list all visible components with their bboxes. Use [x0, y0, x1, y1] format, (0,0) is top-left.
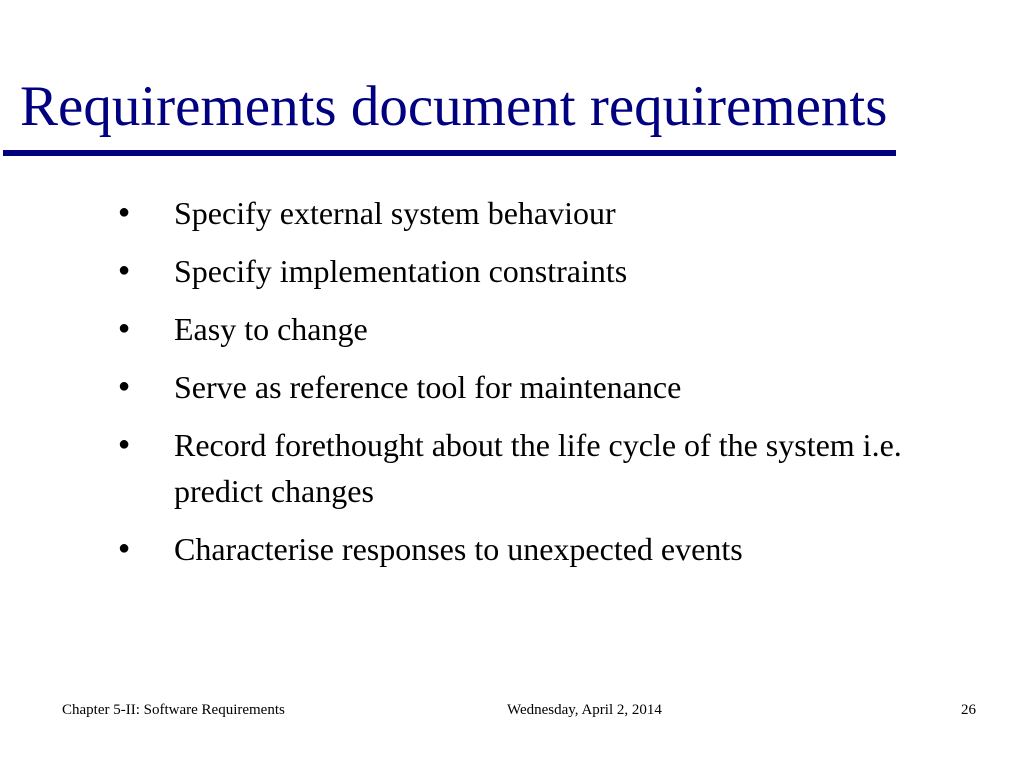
bullet-icon: ●	[118, 201, 131, 223]
bullet-icon: ●	[118, 433, 131, 455]
list-item	[118, 422, 918, 514]
list-item	[118, 190, 918, 236]
bullet-text: Specify external system behaviour	[174, 195, 616, 231]
title-underline	[3, 150, 896, 156]
page-number: 26	[961, 702, 976, 718]
list-item	[118, 526, 918, 572]
bullet-icon: ●	[118, 317, 131, 339]
bullet-icon: ●	[118, 259, 131, 281]
list-item	[118, 248, 918, 294]
list-item	[118, 306, 918, 352]
bullet-text: Serve as reference tool for maintenance	[174, 369, 682, 405]
bullet-list	[118, 190, 918, 584]
bullet-text: Specify implementation constraints	[174, 253, 628, 289]
bullet-text: Easy to change	[174, 311, 368, 347]
bullet-icon: ●	[118, 537, 131, 559]
bullet-text: Characterise responses to unexpected events	[174, 531, 743, 567]
list-item	[118, 364, 918, 410]
bullet-text: Record forethought about the life cycle of the system i.e. predict changes	[174, 427, 902, 509]
slide-title: Requirements document requirements	[20, 75, 888, 138]
footer-date: Wednesday, April 2, 2014	[507, 702, 662, 718]
footer-chapter-label: Chapter 5-II: Software Requirements	[62, 702, 285, 718]
bullet-icon: ●	[118, 375, 131, 397]
